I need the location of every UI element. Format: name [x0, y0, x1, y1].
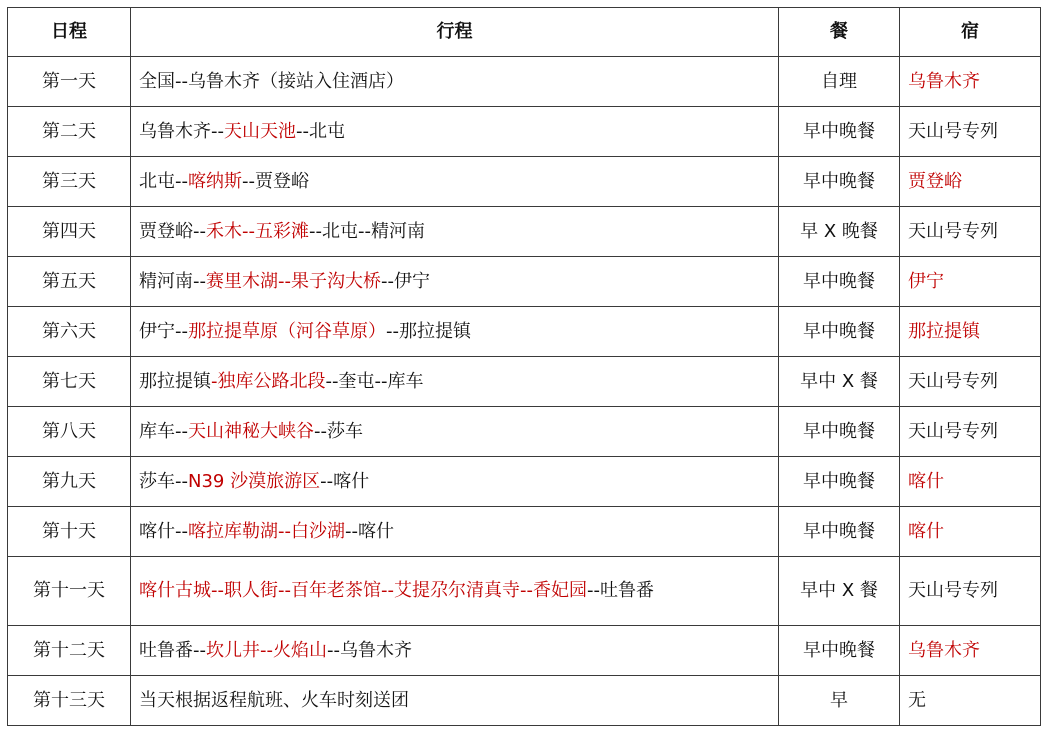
route-segment: --伊宁 — [381, 270, 430, 292]
stay-cell: 乌鲁木齐 — [900, 57, 1041, 107]
meal-cell: 自理 — [779, 57, 900, 107]
day-cell: 第四天 — [8, 207, 131, 257]
route-cell — [131, 107, 779, 157]
day-cell: 第七天 — [8, 357, 131, 407]
route-segment: 精河南-- — [139, 270, 206, 292]
table-row — [8, 157, 1041, 207]
route-segment: --贾登峪 — [242, 170, 309, 192]
day-cell: 第十三天 — [8, 676, 131, 726]
route-segment: --喀什 — [345, 520, 394, 542]
stay-cell: 天山号专列 — [900, 107, 1041, 157]
route-segment: --北屯 — [296, 120, 345, 142]
table-row — [8, 407, 1041, 457]
stay-cell: 那拉提镇 — [900, 307, 1041, 357]
itinerary-body — [8, 57, 1041, 726]
route-highlight-segment: 坎儿井--火焰山 — [206, 639, 327, 661]
meal-cell: 早中晚餐 — [779, 457, 900, 507]
meal-cell: 早 X 晚餐 — [779, 207, 900, 257]
route-cell — [131, 157, 779, 207]
stay-cell: 天山号专列 — [900, 557, 1041, 626]
table-row — [8, 307, 1041, 357]
table-row — [8, 626, 1041, 676]
day-cell: 第九天 — [8, 457, 131, 507]
meal-cell: 早中晚餐 — [779, 407, 900, 457]
route-highlight-segment: 天山天池 — [224, 120, 296, 142]
route-highlight-segment: 喀纳斯 — [188, 170, 242, 192]
meal-cell: 早中 X 餐 — [779, 557, 900, 626]
meal-cell: 早中晚餐 — [779, 107, 900, 157]
route-segment: 全国--乌鲁木齐（接站入住酒店） — [139, 70, 404, 92]
table-row — [8, 457, 1041, 507]
route-highlight-segment: 赛里木湖--果子沟大桥 — [206, 270, 381, 292]
day-cell: 第三天 — [8, 157, 131, 207]
route-highlight-segment: 天山神秘大峡谷 — [188, 420, 314, 442]
meal-cell: 早中晚餐 — [779, 626, 900, 676]
meal-cell: 早中晚餐 — [779, 257, 900, 307]
route-segment: --乌鲁木齐 — [327, 639, 412, 661]
stay-cell: 贾登峪 — [900, 157, 1041, 207]
route-highlight-segment: -独库公路北段 — [211, 370, 326, 392]
route-segment: 吐鲁番-- — [139, 639, 206, 661]
stay-cell: 乌鲁木齐 — [900, 626, 1041, 676]
route-segment: 乌鲁木齐-- — [139, 120, 224, 142]
table-row — [8, 676, 1041, 726]
route-cell — [131, 676, 779, 726]
stay-cell: 天山号专列 — [900, 407, 1041, 457]
table-row — [8, 207, 1041, 257]
route-highlight-segment: 那拉提草原（河谷草原） — [188, 320, 386, 342]
day-cell: 第一天 — [8, 57, 131, 107]
table-row — [8, 257, 1041, 307]
day-cell: 第十天 — [8, 507, 131, 557]
route-segment: 贾登峪-- — [139, 220, 206, 242]
route-cell — [131, 507, 779, 557]
day-cell: 第十一天 — [8, 557, 131, 626]
meal-cell: 早中晚餐 — [779, 307, 900, 357]
table-row — [8, 107, 1041, 157]
table-row — [8, 57, 1041, 107]
route-segment: 喀什-- — [139, 520, 188, 542]
route-segment: 当天根据返程航班、火车时刻送团 — [139, 689, 409, 711]
route-cell — [131, 557, 779, 626]
route-highlight-segment: 喀拉库勒湖--白沙湖 — [188, 520, 345, 542]
route-segment: 莎车-- — [139, 470, 188, 492]
route-highlight-segment: 禾木--五彩滩 — [206, 220, 309, 242]
header-row — [8, 8, 1041, 57]
header-stay: 宿 — [900, 8, 1041, 57]
stay-cell: 天山号专列 — [900, 357, 1041, 407]
stay-cell: 喀什 — [900, 507, 1041, 557]
meal-cell: 早 — [779, 676, 900, 726]
itinerary-table — [7, 7, 1041, 726]
meal-cell: 早中晚餐 — [779, 507, 900, 557]
day-cell: 第六天 — [8, 307, 131, 357]
route-cell — [131, 57, 779, 107]
table-row — [8, 507, 1041, 557]
route-segment: --喀什 — [320, 470, 370, 492]
route-cell — [131, 407, 779, 457]
route-cell — [131, 626, 779, 676]
header-route: 行程 — [131, 8, 779, 57]
day-cell: 第五天 — [8, 257, 131, 307]
header-day: 日程 — [8, 8, 131, 57]
route-cell — [131, 307, 779, 357]
route-segment: 伊宁-- — [139, 320, 188, 342]
route-cell — [131, 457, 779, 507]
route-segment: 北屯-- — [139, 170, 188, 192]
day-cell: 第十二天 — [8, 626, 131, 676]
day-cell: 第二天 — [8, 107, 131, 157]
route-segment: --奎屯--库车 — [325, 370, 424, 392]
stay-cell: 无 — [900, 676, 1041, 726]
route-cell — [131, 257, 779, 307]
route-highlight-segment: N39 沙漠旅游区 — [188, 470, 321, 492]
route-cell — [131, 357, 779, 407]
meal-cell: 早中 X 餐 — [779, 357, 900, 407]
meal-cell: 早中晚餐 — [779, 157, 900, 207]
stay-cell: 伊宁 — [900, 257, 1041, 307]
header-meal: 餐 — [779, 8, 900, 57]
route-segment: --北屯--精河南 — [309, 220, 425, 242]
stay-cell: 喀什 — [900, 457, 1041, 507]
route-highlight-segment: 喀什古城--职人街--百年老茶馆--艾提尕尔清真寺--香妃园 — [139, 580, 587, 601]
stay-cell: 天山号专列 — [900, 207, 1041, 257]
route-segment: 库车-- — [139, 420, 188, 442]
route-segment: --那拉提镇 — [386, 320, 471, 342]
route-cell — [131, 207, 779, 257]
route-segment: --莎车 — [314, 420, 363, 442]
table-row — [8, 557, 1041, 626]
route-segment: 那拉提镇 — [139, 370, 211, 392]
table-row — [8, 357, 1041, 407]
route-segment: --吐鲁番 — [586, 580, 654, 601]
day-cell: 第八天 — [8, 407, 131, 457]
